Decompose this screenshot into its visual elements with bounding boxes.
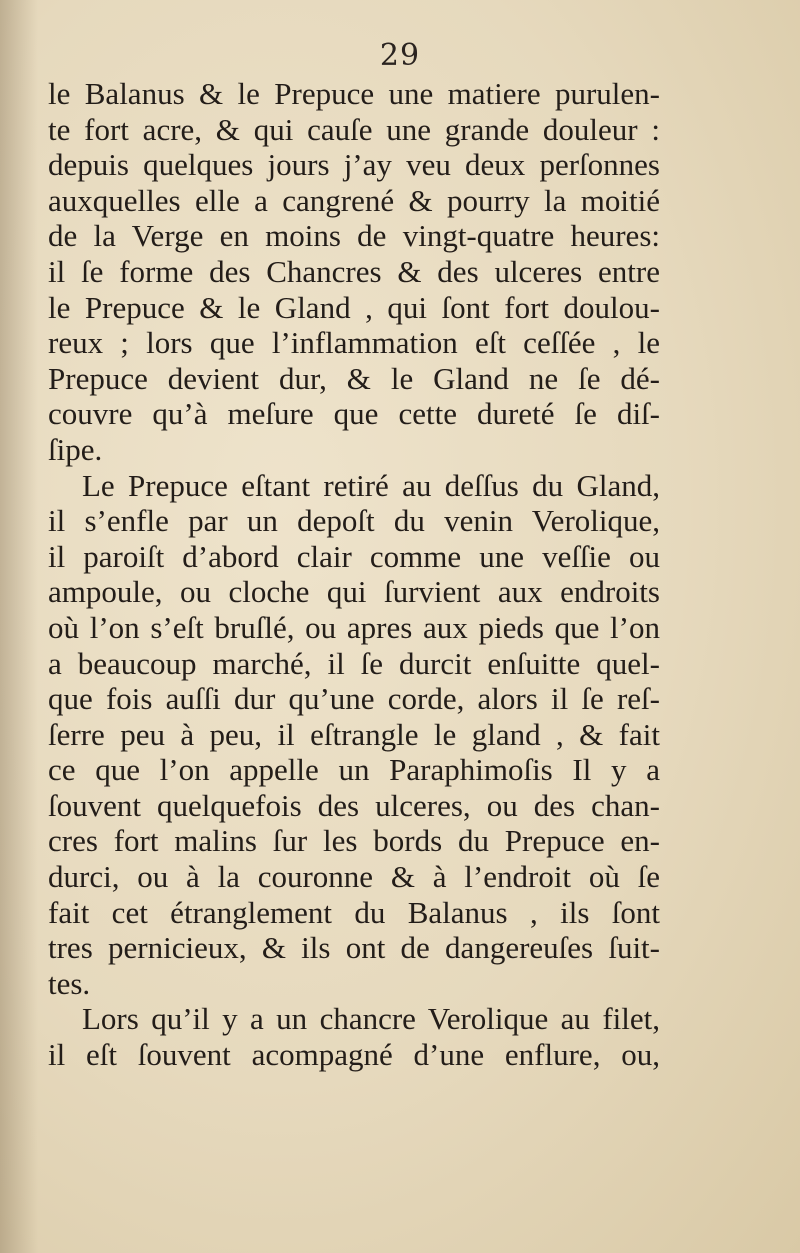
text-line: ſouvent quelquefois des ulceres, ou des chan- [48,787,660,823]
text-line: Le Prepuce eſtant retiré au deſſus du Gland, [82,467,660,503]
text-line: il s’enfle par un depoſt du venin Verolique, [48,503,660,539]
gutter-shadow [0,0,38,1253]
text-line: reux ; lors que l’inflammation eſt ceſſée , le [48,325,660,361]
text-line: que fois auſſi dur qu’une corde, alors il ſe reſ- [48,681,660,717]
text-line: couvre qu’à meſure que cette dureté ſe diſ- [48,396,660,432]
text-line: Lors qu’il y a un chancre Verolique au filet, [82,1001,660,1037]
text-line: te fort acre, & qui cauſe une grande douleur : [48,111,660,147]
text-line: il ſe forme des Chancres & des ulceres entre [48,253,660,289]
text-line: fait cet étranglement du Balanus , ils ſont [48,894,660,930]
text-line: de la Verge en moins de vingt-quatre heures: [48,218,660,254]
body-text [48,76,660,1073]
text-line: a beaucoup marché, il ſe durcit enſuitte quel- [48,645,660,681]
text-line: Prepuce devient dur, & le Gland ne ſe dé- [48,360,660,396]
text-line: ſerre peu à peu, il eſtrangle le gland , & fait [48,716,660,752]
text-line: auxquelles elle a cangrené & pourry la moitié [48,182,660,218]
text-line: ſipe. [48,431,103,467]
text-line: ce que l’on appelle un Paraphimoſis Il y a [48,752,660,788]
text-line: tes. [48,965,91,1001]
text-line: le Prepuce & le Gland , qui ſont fort doulou- [48,289,660,325]
text-line: tres pernicieux, & ils ont de dangereuſes ſuit- [48,930,660,966]
text-line: il paroiſt d’abord clair comme une veſſie ou [48,538,660,574]
page-number: 29 [379,38,421,73]
text-line: où l’on s’eſt bruſlé, ou apres aux pieds que l’on [48,609,660,645]
text-line: ampoule, ou cloche qui ſurvient aux endroits [48,574,660,610]
text-line: durci, ou à la couronne & à l’endroit où ſe [48,859,660,895]
text-line: cres fort malins ſur les bords du Prepuce en- [48,823,660,859]
text-line: depuis quelques jours j’ay veu deux perſonnes [48,147,660,183]
text-line: il eſt ſouvent acompagné d’une enflure, ou, [48,1037,660,1073]
text-line: le Balanus & le Prepuce une matiere purulen- [48,76,660,111]
